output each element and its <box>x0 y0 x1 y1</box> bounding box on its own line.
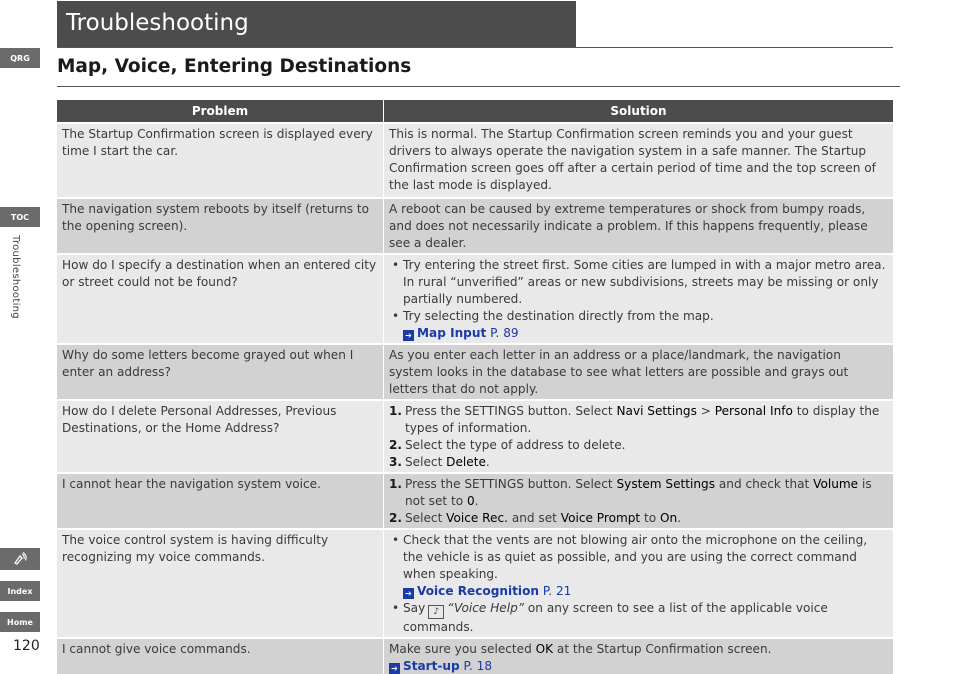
problem-cell: How do I specify a destination when an entered city or street could not be found? <box>57 255 383 343</box>
solution-cell <box>384 530 893 637</box>
reference-arrow-icon: ➔ <box>403 330 414 341</box>
problem-cell: How do I delete Personal Addresses, Previous Destinations, or the Home Address? <box>57 401 383 472</box>
page-title: Troubleshooting <box>66 10 249 36</box>
reference-arrow-icon: ➔ <box>389 663 400 674</box>
solution-step: 2. Select Voice Rec. and set Voice Prompt to On. <box>389 511 682 525</box>
problem-cell: I cannot give voice commands. <box>57 639 383 674</box>
solution-step: 2. Select the type of address to delete. <box>389 438 626 452</box>
table-row <box>57 199 893 253</box>
table-row <box>57 124 893 197</box>
solution-bullet <box>389 532 888 600</box>
bullet-text: Try selecting the destination directly from the map. <box>403 309 714 323</box>
solution-cell: This is normal. The Startup Confirmation screen reminds you and your guest drivers to always operate the navigation system in a safe manner. The Startup Confirmation screen goes off after a certain period of time and the top screen of the last mode is displayed. <box>384 124 893 197</box>
problem-cell: The navigation system reboots by itself (returns to the opening screen). <box>57 199 383 253</box>
qrg-tab[interactable]: QRG <box>0 48 40 68</box>
reference-arrow-icon: ➔ <box>403 588 414 599</box>
talk-button-icon: ♪ <box>428 605 444 619</box>
index-tab[interactable]: Index <box>0 581 40 601</box>
bullet-text: Check that the vents are not blowing air onto the microphone on the ceiling, the vehicle is as quiet as possible, and you are using the correct command when speaking. <box>403 533 868 581</box>
table-row <box>57 401 893 472</box>
solution-step: 1. Press the SETTINGS button. Select Navi Settings > Personal Info to display the types of information. <box>389 404 880 435</box>
page-number: 120 <box>13 638 40 654</box>
table-row <box>57 345 893 399</box>
section-side-label: Troubleshooting <box>10 235 21 319</box>
solution-cell <box>384 401 893 472</box>
troubleshooting-table <box>56 98 894 674</box>
section-title: Map, Voice, Entering Destinations <box>57 56 412 77</box>
section-divider <box>57 86 900 87</box>
table-header-row <box>57 100 893 122</box>
problem-cell: I cannot hear the navigation system voice. <box>57 474 383 528</box>
toc-tab[interactable]: TOC <box>0 207 40 227</box>
solution-cell <box>384 255 893 343</box>
problem-cell: The Startup Confirmation screen is displayed every time I start the car. <box>57 124 383 197</box>
solution-cell: Make sure you selected OK at the Startup Confirmation screen. ➔ Start-up P. 18 <box>384 639 893 674</box>
solution-bullet: • Say ♪ “Voice Help” on any screen to see a list of the applicable voice commands. <box>389 600 888 636</box>
table-row <box>57 639 893 674</box>
table-row <box>57 255 893 343</box>
header-divider <box>57 47 893 48</box>
start-up-link[interactable]: ➔ Start-up P. 18 <box>389 659 492 673</box>
table-row <box>57 474 893 528</box>
problem-cell: The voice control system is having difficulty recognizing my voice commands. <box>57 530 383 637</box>
header-solution: Solution <box>384 100 893 122</box>
voice-recognition-link[interactable]: ➔ Voice Recognition P. 21 <box>403 584 571 598</box>
solution-step: 1. Press the SETTINGS button. Select System Settings and check that Volume is not set to 0. <box>389 477 872 508</box>
table-row <box>57 530 893 637</box>
solution-step: 3. Select Delete. <box>389 455 490 469</box>
header-problem: Problem <box>57 100 383 122</box>
problem-cell: Why do some letters become grayed out when I enter an address? <box>57 345 383 399</box>
map-input-link[interactable]: ➔ Map Input P. 89 <box>403 326 519 340</box>
solution-cell <box>384 474 893 528</box>
solution-cell: A reboot can be caused by extreme temperatures or shock from bumpy roads, and does not necessarily indicate a problem. If this happens frequently, please see a dealer. <box>384 199 893 253</box>
solution-cell: As you enter each letter in an address or a place/landmark, the navigation system looks in the database to see what letters are possible and grays out letters that do not apply. <box>384 345 893 399</box>
home-tab[interactable]: Home <box>0 612 40 632</box>
voice-talk-icon <box>12 552 28 566</box>
solution-bullet <box>389 308 888 342</box>
solution-bullet: • Try entering the street first. Some cities are lumped in with a major metro area. In rural “unverified” areas or new subdivisions, streets may be missing or only partially numbered. <box>389 257 888 308</box>
voice-tab[interactable] <box>0 548 40 570</box>
